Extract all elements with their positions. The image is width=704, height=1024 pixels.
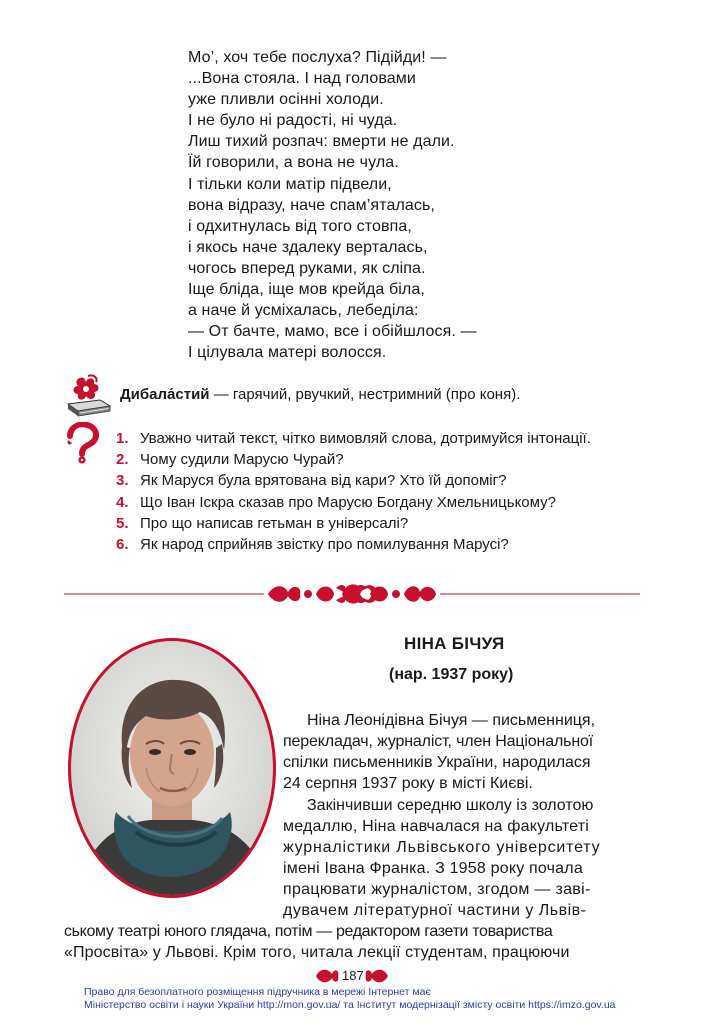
author-name: НІНА БІЧУЯ bbox=[404, 634, 505, 653]
question-text: Уважно читай текст, чітко вимовляй слова, дотримуйся інтонації. bbox=[140, 430, 591, 447]
author-dates: (нар. 1937 року) bbox=[389, 666, 514, 683]
question-list bbox=[116, 428, 591, 555]
poem-line: Мо’, хоч тебе послуха? Підійди! — bbox=[188, 49, 447, 66]
poem-block bbox=[188, 47, 628, 363]
question-number: 6. bbox=[116, 536, 129, 554]
bio-line: ському театрі юного глядача, потім — редактором газети товариства bbox=[64, 923, 553, 940]
bio-line: журналістики Львівського університету bbox=[283, 839, 601, 856]
question-text: Чому судили Марусю Чурай? bbox=[140, 451, 344, 469]
bio-line: «Просвіта» у Львові. Крім того, читала лекції студентам, працюючи bbox=[64, 944, 570, 961]
poem-line: Лиш тихий розпач: вмерти не дали. bbox=[188, 133, 455, 151]
bio-line: 24 серпня 1937 року в місті Києві. bbox=[283, 775, 533, 792]
page-number bbox=[312, 966, 392, 986]
question-item bbox=[116, 428, 591, 449]
footer-notice bbox=[84, 986, 616, 1011]
vocabulary-note bbox=[120, 386, 520, 403]
bio-line: медаллю, Ніна навчалася на факультеті bbox=[283, 818, 590, 835]
bio-line: дувачем літературної частини у Львів- bbox=[283, 902, 587, 919]
footer-line: Право для безоплатного розміщення підручника в мережі Інтернет має bbox=[84, 986, 431, 998]
poem-line: І цілувала матері волосся. bbox=[188, 344, 387, 362]
poem-line: чогось вперед руками, як сліпа. bbox=[188, 259, 426, 277]
ornamental-divider bbox=[64, 580, 640, 608]
question-item bbox=[116, 513, 591, 534]
dictionary-book-icon bbox=[64, 374, 112, 418]
poem-line: І тільки коли матір підвели, bbox=[188, 175, 392, 193]
vocabulary-term: Дибала́стий bbox=[120, 386, 210, 403]
author-portrait bbox=[66, 636, 278, 900]
footer-line: Міністерство освіти і науки України http://mon.gov.ua/ та Інститут модернізації змісту освіти https://imzo.gov.ua bbox=[84, 998, 616, 1011]
poem-line: і якось наче здалеку верталась, bbox=[188, 238, 428, 256]
question-text: Як Маруся була врятована від кари? Хто їй допоміг? bbox=[140, 472, 507, 490]
poem-line: ...Вона стояла. І над головами bbox=[188, 70, 416, 88]
bio-line: Ніна Леонідівна Бічуя — письменниця, bbox=[307, 712, 596, 729]
bio-line: імені Івана Франка. З 1958 року почала bbox=[283, 860, 583, 877]
page-number-text: 187 bbox=[342, 968, 364, 983]
poem-line: — От бачте, мамо, все і обійшлося. — bbox=[188, 323, 477, 341]
question-number: 4. bbox=[116, 493, 129, 511]
question-item bbox=[116, 470, 591, 491]
question-number: 1. bbox=[116, 430, 129, 447]
question-mark-icon bbox=[64, 422, 100, 464]
question-item bbox=[116, 534, 591, 555]
question-number: 5. bbox=[116, 514, 129, 532]
question-number: 2. bbox=[116, 451, 129, 469]
bio-line: Закінчивши середню школу із золотою bbox=[307, 797, 594, 814]
question-text: Як народ сприйняв звістку про помилування Марусі? bbox=[140, 536, 509, 554]
poem-line: Їй говорили, а вона не чула. bbox=[188, 154, 399, 172]
bio-line: перекладач, журналіст, член Національної bbox=[283, 733, 594, 750]
poem-line: уже пливли осінні холоди. bbox=[188, 91, 384, 109]
question-number: 3. bbox=[116, 472, 129, 490]
vocabulary-definition: — гарячий, рвучкий, нестримний (про коня). bbox=[209, 386, 521, 403]
bio-line: спілки письменників України, народилася bbox=[283, 754, 591, 771]
question-item bbox=[116, 449, 591, 470]
poem-line: і одхитнулась від того стовпа, bbox=[188, 217, 412, 235]
poem-line: а наче й усміхалась, лебеділа: bbox=[188, 302, 419, 320]
poem-line: І не було ні радості, ні чуда. bbox=[188, 112, 398, 130]
question-text: Про що написав гетьман в універсалі? bbox=[140, 514, 409, 532]
question-item bbox=[116, 492, 591, 513]
poem-line: Іще бліда, іще мов крейда біла, bbox=[188, 281, 425, 299]
bio-line: працювати журналістом, згодом — заві- bbox=[283, 881, 591, 898]
poem-line: вона відразу, наче спам’яталась, bbox=[188, 196, 435, 214]
question-text: Що Іван Іскра сказав про Марусю Богдану Хмельницькому? bbox=[140, 493, 556, 511]
